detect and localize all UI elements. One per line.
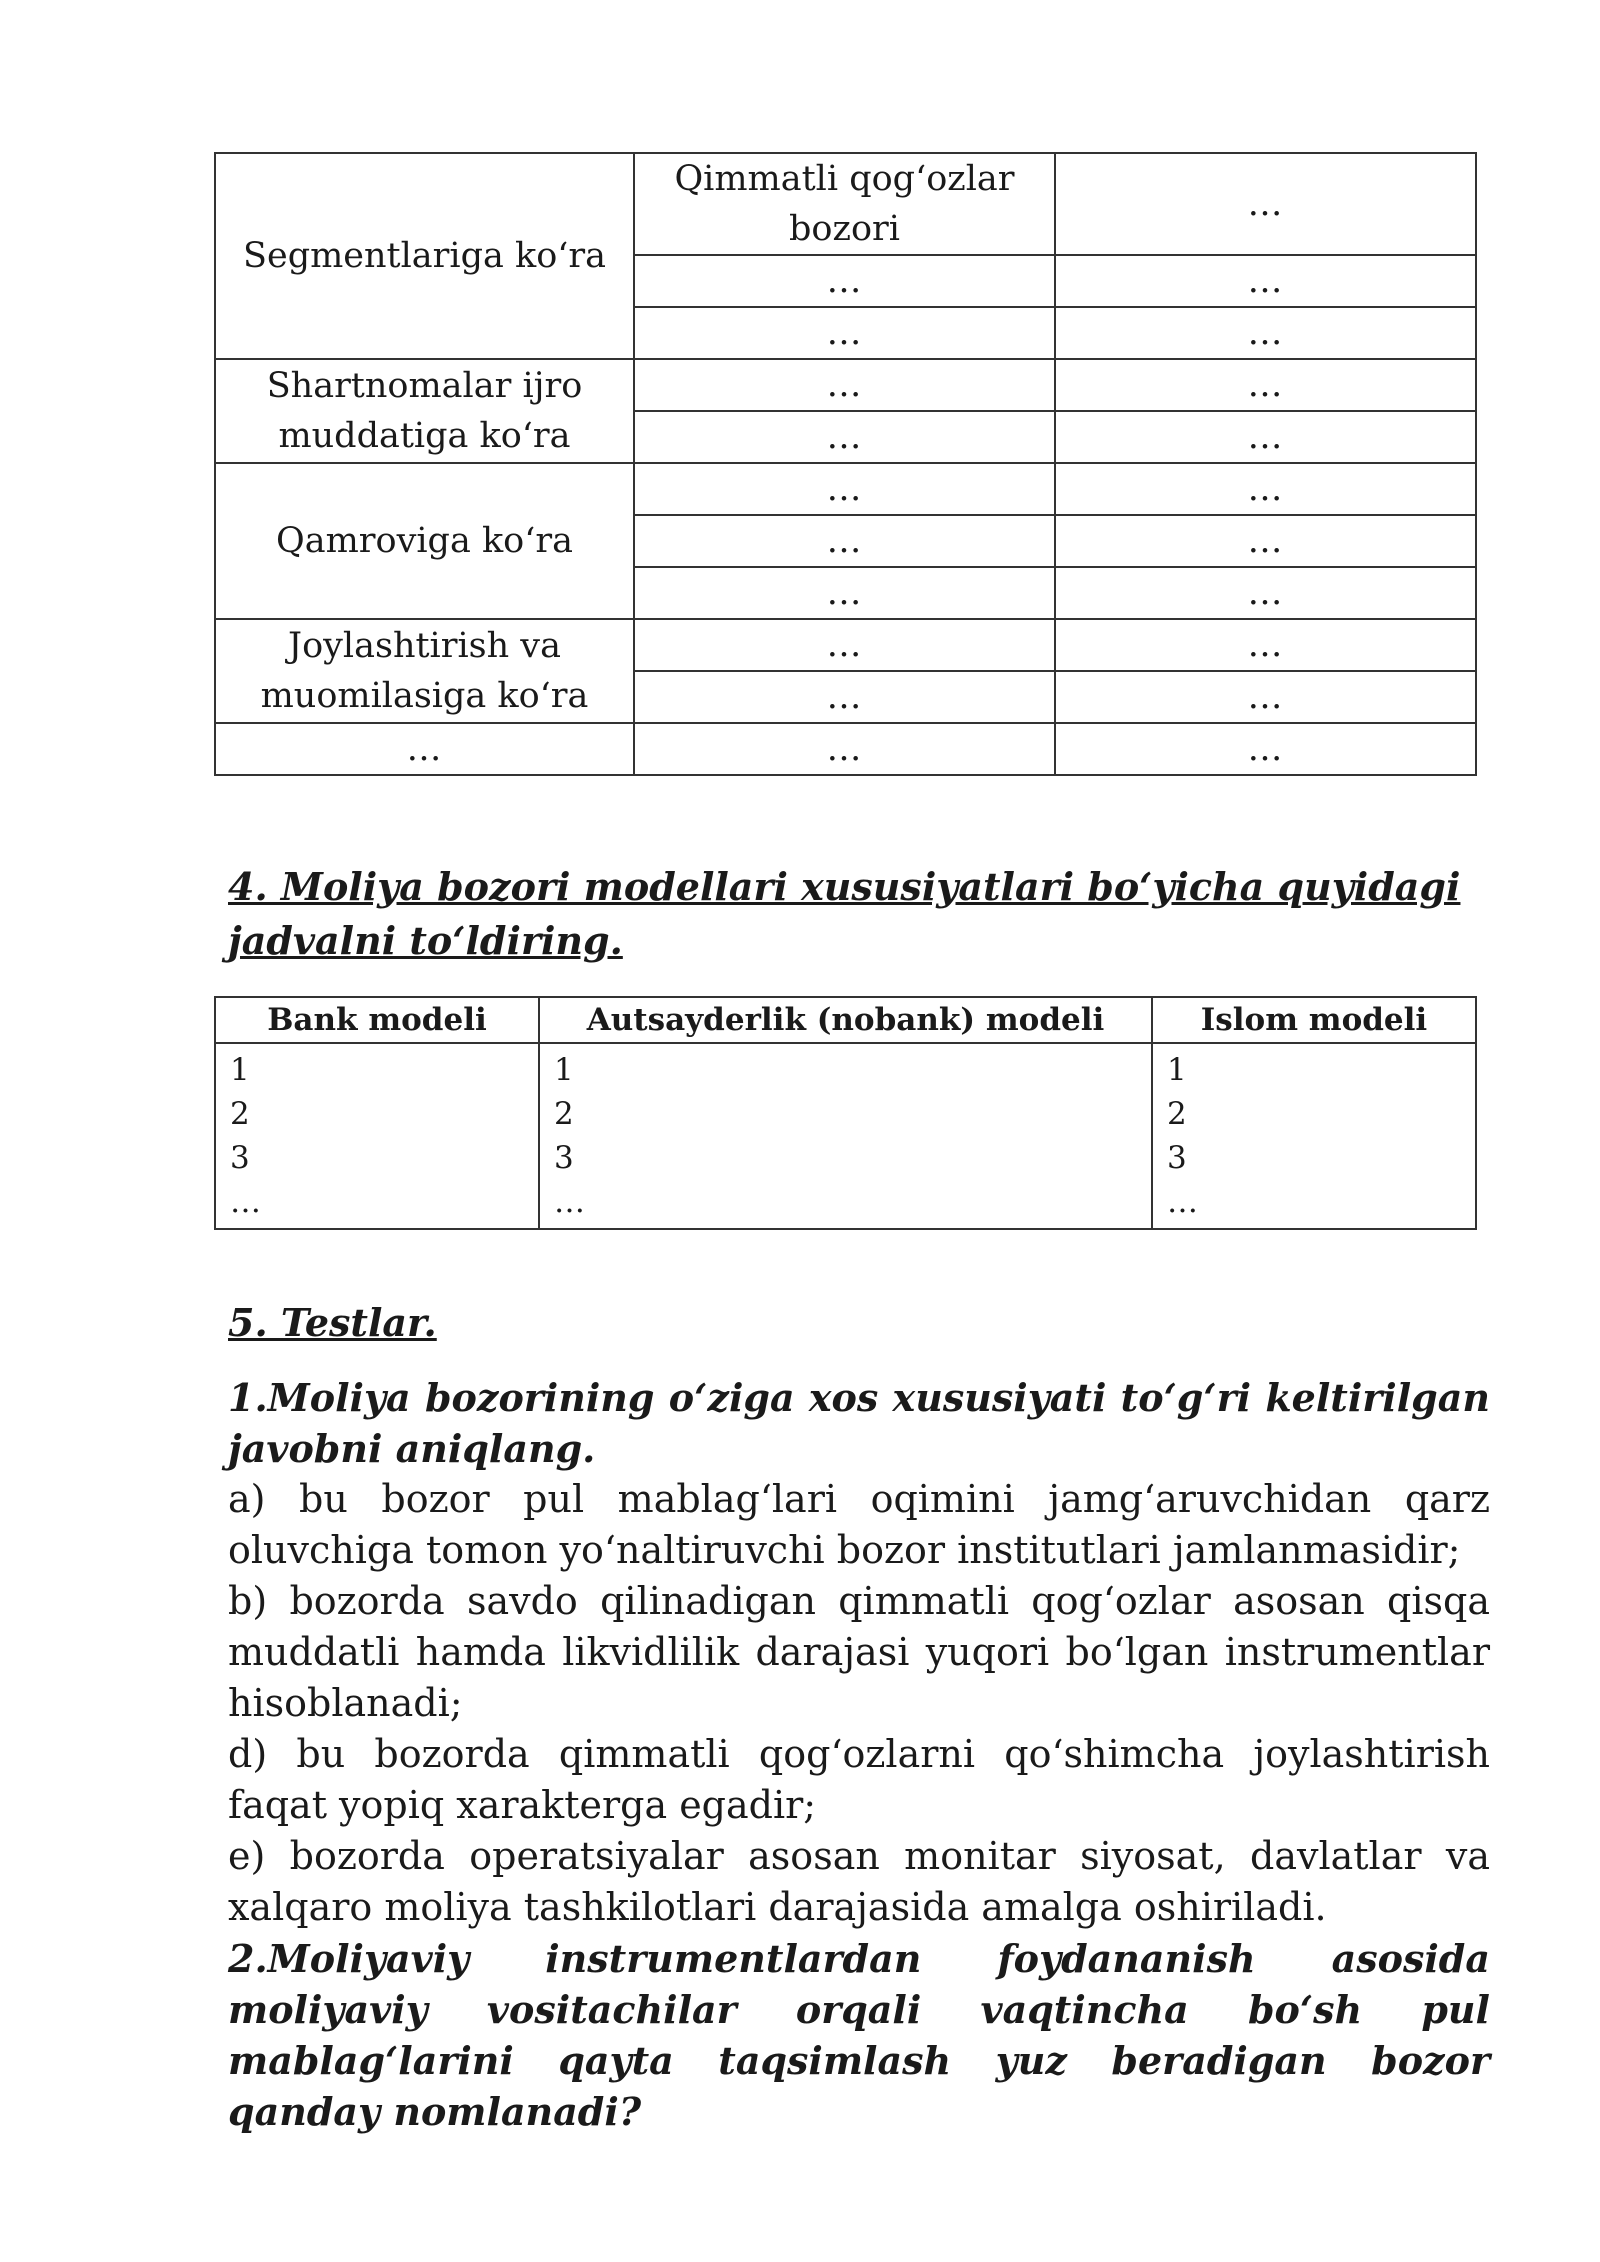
question-1-option-d: d) bu bozorda qimmatli qog‘ozlarni qo‘shimcha joylashtirish faqat yopiq xarakterga egadir; [228, 1732, 1490, 1827]
table-cell: … [1055, 307, 1476, 359]
list-item: 1 [230, 1052, 250, 1088]
classification-criterion: … [215, 723, 634, 775]
list-item: 2 [554, 1096, 574, 1132]
table-cell: … [634, 723, 1055, 775]
table-cell: … [634, 463, 1055, 515]
table-cell: … [1055, 255, 1476, 307]
classification-criterion: Segmentlariga ko‘ra [215, 153, 634, 359]
islamic-model-cell [1152, 1043, 1476, 1229]
classification-criterion: Qamroviga ko‘ra [215, 463, 634, 619]
list-item: … [1167, 1184, 1198, 1220]
table-row [215, 463, 1476, 515]
table-cell: … [634, 619, 1055, 671]
table-cell: … [1055, 153, 1476, 255]
table-cell: … [1055, 515, 1476, 567]
table-row [215, 359, 1476, 411]
table-cell: … [634, 567, 1055, 619]
table-cell: … [634, 255, 1055, 307]
column-header-bank-model: Bank modeli [215, 997, 539, 1043]
list-item: 3 [554, 1140, 574, 1176]
table-row [215, 619, 1476, 671]
list-item: 2 [230, 1096, 250, 1132]
section-5-heading: 5. Testlar. [228, 1300, 437, 1345]
table-cell: … [634, 359, 1055, 411]
section-4-heading: 4. Moliya bozori modellari xususiyatlari bo‘yicha quyidagi jadvalni to‘ldiring. [228, 864, 1461, 963]
test-questions [228, 1372, 1490, 2137]
table-cell: Qimmatli qog‘ozlar bozori [634, 153, 1055, 255]
list-item: 3 [1167, 1140, 1187, 1176]
table-cell: … [1055, 671, 1476, 723]
question-1: 1.Moliya bozorining o‘ziga xos xususiyati to‘g‘ri keltirilgan javobni aniqlang. [228, 1375, 1490, 1471]
bank-model-cell [215, 1043, 539, 1229]
table-cell: … [1055, 619, 1476, 671]
financial-models-table [214, 996, 1477, 1230]
question-1-option-a: a) bu bozor pul mablag‘lari oqimini jamg‘aruvchidan qarz oluvchiga tomon yo‘naltiruvchi bozor institutlari jamlanmasidir; [228, 1477, 1490, 1572]
outsider-model-cell [539, 1043, 1152, 1229]
table-row [215, 723, 1476, 775]
question-1-option-b: b) bozorda savdo qilinadigan qimmatli qog‘ozlar asosan qisqa muddatli hamda likvidlilik darajasi yuqori bo‘lgan instrumentlar hisoblanadi; [228, 1579, 1490, 1725]
table-cell: … [634, 671, 1055, 723]
question-2: 2.Moliyaviy instrumentlardan foydananish asosida moliyaviy vositachilar orqali vaqtincha bo‘sh pul mablag‘larini qayta taqsimlash yuz beradigan bozor qanday nomlanadi? [228, 1936, 1490, 2134]
table-cell: … [1055, 411, 1476, 463]
market-classification-table [214, 152, 1477, 776]
list-item: 2 [1167, 1096, 1187, 1132]
list-item: 1 [1167, 1052, 1187, 1088]
column-header-outsider-model: Autsayderlik (nobank) modeli [539, 997, 1152, 1043]
list-item: … [554, 1184, 585, 1220]
list-item: … [230, 1184, 261, 1220]
classification-criterion: Shartnomalar ijro muddatiga ko‘ra [215, 359, 634, 463]
table-row [215, 1043, 1476, 1229]
list-item: 1 [554, 1052, 574, 1088]
table-header-row [215, 997, 1476, 1043]
table-row [215, 153, 1476, 255]
table-cell: … [1055, 567, 1476, 619]
column-header-islamic-model: Islom modeli [1152, 997, 1476, 1043]
list-item: 3 [230, 1140, 250, 1176]
table-cell: … [1055, 463, 1476, 515]
table-cell: … [634, 515, 1055, 567]
classification-criterion: Joylashtirish va muomilasiga ko‘ra [215, 619, 634, 723]
table-cell: … [634, 307, 1055, 359]
table-cell: … [1055, 723, 1476, 775]
table-cell: … [1055, 359, 1476, 411]
table-cell: … [634, 411, 1055, 463]
question-1-option-e: e) bozorda operatsiyalar asosan monitar siyosat, davlatlar va xalqaro moliya tashkilotlari darajasida amalga oshiriladi. [228, 1834, 1490, 1929]
